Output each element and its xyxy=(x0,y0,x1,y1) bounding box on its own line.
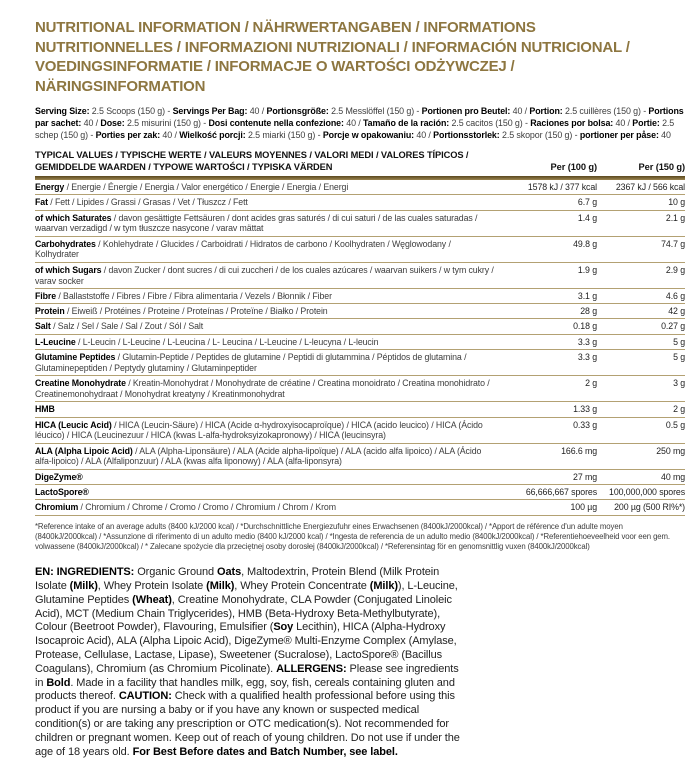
value-per-100g: 0.33 g xyxy=(573,419,597,430)
table-header-row xyxy=(35,149,685,176)
table-row xyxy=(35,319,685,334)
bold-text-segment: Porties per zak: xyxy=(95,130,161,140)
value-per-100g: 27 mg xyxy=(573,471,597,482)
nutrient-translations: / Salz / Sel / Sale / Sal / Zout / Sól / Salt xyxy=(50,321,204,332)
value-per-100g: 100 µg xyxy=(570,502,597,513)
text-segment: , Whey Protein Isolate xyxy=(97,580,207,593)
nutrient-label xyxy=(35,239,502,261)
nutrient-label xyxy=(35,378,502,400)
typical-values-header: TYPICAL VALUES / TYPISCHE WERTE / VALEURS MOYENNES / VALORI MEDI / VALORES TÍPICOS / GEMIDDELDE WAARDEN / TYPOWE WARTOŚCI / TYPISKA VÄRDEN xyxy=(35,150,469,172)
table-row xyxy=(35,470,685,485)
nutrient-translations: / Eiweiß / Protéines / Proteine / Proteínas / Proteïne / Białko / Protein xyxy=(64,306,328,317)
value-per-150g: 0.5 g xyxy=(665,419,685,430)
nutrient-name: Carbohydrates xyxy=(35,238,96,249)
nutrient-label xyxy=(35,502,502,513)
table-row xyxy=(35,263,685,289)
value-per-100g: 1.4 g xyxy=(577,212,597,223)
nutrient-translations: / Chromium / Chrome / Cromo / Cromo / Chromium / Chrom / Krom xyxy=(78,502,336,513)
text-segment: 2.5 miarki (150 g) - xyxy=(245,130,323,140)
value-per-100g: 166.6 mg xyxy=(561,445,597,456)
bold-text-segment: ALLERGENS: xyxy=(276,662,347,675)
bold-text-segment: Soy xyxy=(273,621,294,634)
value-per-150g: 3 g xyxy=(673,378,685,389)
nutrient-translations: / HICA (Leucin-Säure) / HICA (Acide α-hydroxyisocaproïque) / HICA (acido leucico) / HICA (Ácido léucico) / HICA (Leucinezuur / HICA (kwas L-alfa-hydroksyizokapronowy) / HICA (leucinsyra) xyxy=(35,419,483,441)
text-segment: 2.5 cuillères (150 g) - xyxy=(562,106,649,116)
text-segment: Please see ingredients in xyxy=(35,662,459,689)
bold-text-segment: Portion: xyxy=(529,106,563,116)
nutrient-name: Fibre xyxy=(35,290,57,301)
text-segment: 40 / xyxy=(510,106,530,116)
bold-text-segment: (Milk) xyxy=(69,580,98,593)
bold-text-segment: Wielkość porcji: xyxy=(179,130,246,140)
nutrient-name: Energy xyxy=(35,182,65,192)
nutrient-translations: / Ballaststoffe / Fibres / Fibre / Fibra alimentaria / Vezels / Błonnik / Fiber xyxy=(56,290,332,301)
bold-text-segment: Dose: xyxy=(100,118,125,128)
bold-text-segment: Bold xyxy=(46,676,71,689)
value-per-150g: 5 g xyxy=(673,336,685,347)
table-row xyxy=(35,304,685,319)
value-per-150g: 100,000,000 spores xyxy=(609,487,685,498)
nutrient-translations: / Kohlehydrate / Glucides / Carboidrati / Hidratos de carbono / Koolhydraten / Węglowodany / Kolhydrater xyxy=(35,238,451,260)
text-segment: ), L-Leucine, Glutamine Peptides xyxy=(35,580,458,606)
nutrient-label xyxy=(35,446,502,468)
value-per-100g: 3.3 g xyxy=(577,352,597,363)
table-body xyxy=(35,180,685,516)
value-per-100g: 0.18 g xyxy=(573,321,597,332)
nutrient-name: ALA (Alpha Lipoic Acid) xyxy=(35,445,133,456)
nutrient-translations: / Glutamin-Peptide / Peptides de glutamine / Peptidi di glutammina / Péptidos de glutamina / Glutaminepeptiden / Peptydy glutaminy / Glutaminpeptider xyxy=(35,352,467,373)
nutrient-name: of which Sugars xyxy=(35,264,102,275)
nutrient-translations: / davon Zucker / dont sucres / di cui zuccheri / de los cuales azúcares / waarvan suikers / w tym cukry / varav socker xyxy=(35,264,494,286)
bold-text-segment: Porcje w opakowaniu: xyxy=(322,130,415,140)
nutrient-name: of which Saturates xyxy=(35,212,112,223)
table-row xyxy=(35,335,685,350)
bold-text-segment: Servings Per Bag: xyxy=(172,106,248,116)
value-per-150g: 74.7 g xyxy=(661,238,685,249)
text-segment: 40 / xyxy=(247,106,267,116)
value-per-150g: 5 g xyxy=(673,352,685,363)
value-per-150g: 2 g xyxy=(673,404,685,415)
value-per-150g: 10 g xyxy=(668,197,685,208)
bold-text-segment: EN: INGREDIENTS: xyxy=(35,566,135,579)
value-per-150g: 2367 kJ / 566 kcal xyxy=(615,182,685,192)
nutrient-name: L-Leucine xyxy=(35,336,76,347)
nutrient-label xyxy=(35,420,502,442)
nutrient-name: Creatine Monohydrate xyxy=(35,378,126,389)
table-row xyxy=(35,237,685,263)
table-row xyxy=(35,444,685,470)
table-row xyxy=(35,350,685,376)
nutrient-label xyxy=(35,487,502,498)
table-row xyxy=(35,289,685,304)
nutrient-label xyxy=(35,472,502,483)
nutrient-label xyxy=(35,197,502,208)
ingredients-allergens-caution-text xyxy=(35,566,465,759)
text-segment: 40 / xyxy=(81,118,101,128)
text-segment: 2.5 skopor (150 g) - xyxy=(499,130,580,140)
nutrient-name: LactoSpore® xyxy=(35,487,89,498)
text-segment: Organic Ground xyxy=(134,566,218,579)
nutrient-label xyxy=(35,306,502,317)
value-per-100g: 1.9 g xyxy=(577,264,597,275)
value-per-100g: 1.33 g xyxy=(573,404,597,415)
value-per-150g: 2.9 g xyxy=(665,264,685,275)
text-segment: 40 / xyxy=(414,130,434,140)
value-per-100g: 66,666,667 spores xyxy=(525,487,597,498)
nutrient-label xyxy=(35,265,502,287)
bold-text-segment: (Wheat) xyxy=(132,593,172,606)
value-per-150g: 4.6 g xyxy=(665,290,685,301)
bold-text-segment: Portionsgröße: xyxy=(266,106,329,116)
table-row xyxy=(35,500,685,515)
text-segment: 40 / xyxy=(343,118,364,128)
nutrient-label xyxy=(35,291,502,302)
text-segment: , Creatine Monohydrate, CLA Powder (Conjugated Linoleic Acid), MCT (Medium Chain Triglycerides), HMB (Beta-Hydroxy Beta-Methylbutyrate), Colour (Beetroot Powder), Flavouring, Emulsifier ( xyxy=(35,593,452,634)
bold-text-segment: Raciones por bolsa: xyxy=(530,118,614,128)
page-title: NUTRITIONAL INFORMATION / NÄHRWERTANGABEN / INFORMATIONS NUTRITIONNELLES / INFORMAZIONI NUTRIZIONALI / INFORMACIÓN NUTRICIONAL / VOEDINGSINFORMATIE / INFORMACJE O WARTOŚCI ODŻYWCZEJ / NÄRINGSINFORMATION xyxy=(35,19,630,95)
bold-text-segment: portioner per påse: xyxy=(579,130,659,140)
text-segment: Check with a qualified health professional before using this product if you are nursing a baby or if you have any known or suspected medical condition(s) or are taking any prescription or OTC medication(s). Not recommended for children or pregnant women. Keep out of reach of young children. Do not use if under the age of 18 years old. xyxy=(35,690,460,758)
table-row xyxy=(35,418,685,444)
nutrient-name: Protein xyxy=(35,306,65,317)
text-segment: , Maltodextrin, Protein Blend (Milk Protein Isolate xyxy=(35,566,440,593)
text-segment: 2.5 misurini (150 g) - xyxy=(124,118,209,128)
table-row xyxy=(35,376,685,402)
table-row xyxy=(35,402,685,417)
value-per-150g: 250 mg xyxy=(656,445,685,456)
table-row xyxy=(35,485,685,500)
nutrient-label xyxy=(35,352,502,374)
nutrient-translations: / Energie / Énergie / Energia / Valor energético / Energie / Energia / Energi xyxy=(64,182,349,192)
bold-text-segment: For Best Before dates and Batch Number, see label. xyxy=(132,745,398,758)
value-per-150g: 42 g xyxy=(668,306,685,317)
text-segment: 2.5 Messlöffel (150 g) - xyxy=(328,106,422,116)
column-header-per-150g: Per (150 g) xyxy=(638,162,685,172)
bold-text-segment: Portionen pro Beutel: xyxy=(421,106,511,116)
text-segment: 40 / xyxy=(613,118,633,128)
bold-text-segment: Portie: xyxy=(632,118,660,128)
value-per-100g: 2 g xyxy=(585,378,597,389)
nutrient-name: Fat xyxy=(35,197,48,208)
text-segment: 2.5 schep (150 g) - xyxy=(35,118,675,140)
value-per-150g: 200 µg (500 RI%*) xyxy=(614,502,685,513)
nutrient-name: Chromium xyxy=(35,502,79,513)
nutrient-translations: / ALA (Alpha-Liponsäure) / ALA (Acide alpha-lipoïque) / ALA (acido alfa lipoico) / ALA (Ácido alfa-lipoico) / ALA (Alfaliponzuur) / ALA (kwas alfa liponowy) / ALA (alfa-liponsyra) xyxy=(35,445,482,467)
nutrient-name: Salt xyxy=(35,321,51,332)
nutrient-translations: / L-Leucin / L-Leucine / L-Leucina / L- Leucina / L-Leucine / L-leucyna / L-leucin xyxy=(75,336,379,347)
nutrient-label xyxy=(35,404,502,415)
nutrient-name: Glutamine Peptides xyxy=(35,352,116,363)
nutrient-name: DigeZyme® xyxy=(35,471,83,482)
value-per-100g: 6.7 g xyxy=(577,197,597,208)
table-row xyxy=(35,180,685,195)
reference-intake-footnote: *Reference intake of an average adults (8400 kJ/2000 kcal) / *Durchschnittliche Energiezufuhr eines Erwachsenen (8400kJ/2000kcal) / *Apport de référence d'un adulte moyen (8400kJ/2000kcal) / *Assunzione di riferimento di un adulto medio (8400 kJ/2000 kcal) / *Ingesta de referencia de un adulto medio (8400kJ/2000kcal) / *Referentiehoeveelheid voor een gem. volwassene (8400kJ/2000kcal) / * Zalecane spożycie dla przeciętnej osoby dorosłej (8400kJ/2000kcal) / *Referensintag för en genomsnittlig vuxen (8400kJ/2000kcal) xyxy=(35,521,671,552)
nutrient-label xyxy=(35,213,502,235)
value-per-100g: 49.8 g xyxy=(573,238,597,249)
value-per-100g: 28 g xyxy=(580,306,597,317)
text-segment: , Whey Protein Concentrate xyxy=(234,580,370,593)
value-per-150g: 2.1 g xyxy=(665,212,685,223)
nutrient-translations: / Kreatin-Monohydrat / Monohydrate de créatine / Creatina monoidrato / Creatina monohidrato / Creatinemonohydraat / Monohydrat kreatyny / Kreatinmonohydrat xyxy=(35,378,490,399)
bold-text-segment: Portions par sachet: xyxy=(35,106,684,128)
nutrient-name: HMB xyxy=(35,404,55,415)
bold-text-segment: (Milk) xyxy=(369,580,398,593)
nutrient-label xyxy=(35,321,502,332)
text-segment: 2.5 cacitos (150 g) - xyxy=(449,118,531,128)
text-segment: 2.5 Scoops (150 g) - xyxy=(89,106,173,116)
table-row xyxy=(35,211,685,237)
value-per-100g: 3.3 g xyxy=(577,336,597,347)
value-per-150g: 0.27 g xyxy=(661,321,685,332)
nutrient-label xyxy=(35,337,502,348)
bold-text-segment: Portionsstorlek: xyxy=(433,130,500,140)
value-per-100g: 3.1 g xyxy=(577,290,597,301)
text-segment: 40 xyxy=(658,130,671,140)
nutrient-translations: / Fett / Lipides / Grassi / Grasas / Vet / Tłuszcz / Fett xyxy=(47,197,248,208)
bold-text-segment: Dosi contenute nella confezione: xyxy=(208,118,344,128)
nutrition-table xyxy=(35,149,685,516)
column-header-per-100g: Per (100 g) xyxy=(550,162,597,172)
text-segment: 40 / xyxy=(160,130,180,140)
text-segment: . Made in a facility that handles milk, egg, soy, fish, cereals containing gluten and products thereof. xyxy=(35,676,455,703)
nutrient-translations: / davon gesättigte Fettsäuren / dont acides gras saturés / di cui saturi / de las cuales saturadas / waarvan verzadigd / w tym tłuszcze nasycone / varav mättat xyxy=(35,212,478,234)
text-segment: Lecithin), HICA (Alpha-Hydroxy Isocaproic Acid), ALA (Alpha Lipoic Acid), DigeZyme® Multi-Enzyme Complex (Amylase, Protease, Cellulase, Lactase, Lipase), Sweetener (Sucralose), LactoSpore® (Bacillus Coagulans), Chromium (as Chromium Picolinate). xyxy=(35,621,457,675)
nutrient-name: HICA (Leucic Acid) xyxy=(35,419,112,430)
bold-text-segment: (Milk) xyxy=(206,580,235,593)
bold-text-segment: CAUTION: xyxy=(118,690,172,703)
bold-text-segment: Oats xyxy=(217,566,242,579)
nutrient-label xyxy=(35,182,502,193)
serving-size-info xyxy=(35,105,685,141)
bold-text-segment: Tamaño de la ración: xyxy=(363,118,450,128)
value-per-150g: 40 mg xyxy=(661,471,685,482)
value-per-100g: 1578 kJ / 377 kcal xyxy=(527,182,597,192)
bold-text-segment: Serving Size: xyxy=(35,106,90,116)
table-row xyxy=(35,195,685,210)
